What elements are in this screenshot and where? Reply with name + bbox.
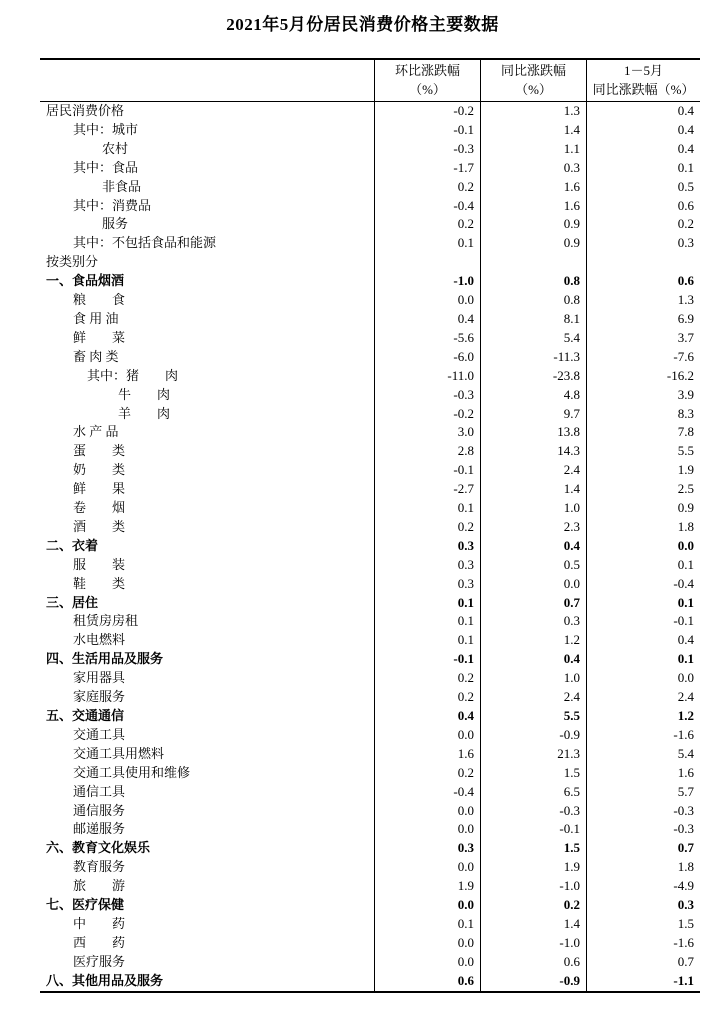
row-value: 0.3	[586, 234, 700, 253]
row-value: 1.3	[586, 291, 700, 310]
row-value: 0.1	[586, 650, 700, 669]
row-label: 牛 肉	[118, 386, 171, 402]
table-row	[40, 102, 700, 121]
table-row	[40, 896, 700, 915]
row-label: 交通工具用燃料	[73, 745, 165, 761]
table-row	[40, 178, 700, 197]
row-label: 水 产 品	[73, 424, 119, 440]
row-value: -0.2	[374, 405, 480, 424]
row-value: 9.7	[480, 405, 586, 424]
row-value: -0.1	[374, 650, 480, 669]
row-value: 1.8	[586, 858, 700, 877]
row-value: 0.4	[374, 707, 480, 726]
table-row	[40, 858, 700, 877]
row-value: 1.0	[480, 499, 586, 518]
row-value: 0.1	[586, 556, 700, 575]
table-row	[40, 783, 700, 802]
row-value: 0.1	[374, 612, 480, 631]
row-value: 2.5	[586, 480, 700, 499]
row-label: 四、生活用品及服务	[46, 651, 164, 667]
table-row	[40, 442, 700, 461]
row-value: 5.5	[586, 442, 700, 461]
cpi-table	[40, 58, 700, 993]
row-value	[480, 253, 586, 272]
row-value: -16.2	[586, 367, 700, 386]
row-value: -0.3	[374, 140, 480, 159]
row-label: 鞋 类	[73, 575, 126, 591]
row-label: 通信服务	[73, 802, 126, 818]
row-label: 鲜 菜	[73, 329, 126, 345]
header-mom-change	[374, 60, 480, 101]
row-value: 1.6	[586, 764, 700, 783]
row-value: 0.6	[480, 953, 586, 972]
row-value: -0.4	[374, 783, 480, 802]
row-label: 六、教育文化娱乐	[46, 840, 151, 856]
row-value: 5.4	[480, 329, 586, 348]
row-value: 1.3	[480, 102, 586, 121]
table-row	[40, 537, 700, 556]
row-value: 0.9	[480, 234, 586, 253]
row-value: 0.4	[586, 102, 700, 121]
row-value: 0.2	[586, 215, 700, 234]
row-value: 8.1	[480, 310, 586, 329]
row-label: 鲜 果	[73, 481, 126, 497]
header-mom-line1: 环比涨跌幅	[394, 62, 460, 78]
table-row	[40, 972, 700, 991]
row-label: 通信工具	[73, 783, 126, 799]
row-value: 0.9	[480, 215, 586, 234]
table-row	[40, 575, 700, 594]
row-label: 其中：消费品	[73, 197, 152, 213]
row-label: 水电燃料	[73, 632, 126, 648]
row-value: 1.9	[480, 858, 586, 877]
row-label: 邮递服务	[73, 821, 126, 837]
row-value: 2.4	[480, 688, 586, 707]
row-value: 1.4	[480, 915, 586, 934]
row-label: 家庭服务	[73, 689, 126, 705]
row-value: 0.2	[374, 178, 480, 197]
row-value: 0.0	[586, 537, 700, 556]
row-value: 0.4	[480, 537, 586, 556]
row-value: 5.5	[480, 707, 586, 726]
row-value: 0.9	[586, 499, 700, 518]
row-value: 0.0	[374, 858, 480, 877]
header-ytd-line2: 同比涨跌幅（%）	[592, 81, 695, 97]
row-label: 酒 类	[73, 518, 126, 534]
table-row	[40, 386, 700, 405]
table-row	[40, 121, 700, 140]
row-label: 交通工具	[73, 726, 126, 742]
row-value: 0.1	[374, 915, 480, 934]
row-label: 二、衣着	[46, 537, 99, 553]
row-value: -4.9	[586, 877, 700, 896]
row-value: 0.2	[374, 764, 480, 783]
row-value: -11.3	[480, 348, 586, 367]
row-label: 其中：不包括食品和能源	[73, 235, 217, 251]
row-value	[586, 253, 700, 272]
row-value: 0.6	[586, 272, 700, 291]
header-ytd-line1: 1－5月	[623, 62, 663, 78]
row-label: 五、交通通信	[46, 708, 125, 723]
page-title: 2021年5月份居民消费价格主要数据	[226, 15, 499, 34]
row-value: 1.5	[586, 915, 700, 934]
row-value: 0.0	[374, 291, 480, 310]
table-row	[40, 423, 700, 442]
row-value: -23.8	[480, 367, 586, 386]
row-value: 0.3	[586, 896, 700, 915]
row-value: 0.4	[374, 310, 480, 329]
row-label: 服 装	[73, 556, 126, 572]
row-value: 2.4	[480, 461, 586, 480]
row-value: -0.9	[480, 726, 586, 745]
table-header	[40, 60, 700, 102]
row-value: -0.3	[586, 820, 700, 839]
table-row	[40, 234, 700, 253]
row-label: 奶 类	[73, 462, 126, 478]
row-value: -5.6	[374, 329, 480, 348]
table-row	[40, 915, 700, 934]
row-value: 0.0	[374, 820, 480, 839]
row-value: 0.0	[374, 953, 480, 972]
row-label: 其中：猪 肉	[87, 367, 179, 383]
row-value: 3.7	[586, 329, 700, 348]
row-value: 1.8	[586, 518, 700, 537]
row-value: -0.1	[374, 121, 480, 140]
header-stub-cell	[40, 60, 374, 101]
row-value: 1.1	[480, 140, 586, 159]
row-label: 医疗服务	[73, 953, 126, 969]
row-value: -2.7	[374, 480, 480, 499]
header-mom-line2: （%）	[409, 81, 446, 97]
row-value: -0.3	[480, 802, 586, 821]
table-row	[40, 140, 700, 159]
row-value: 2.3	[480, 518, 586, 537]
row-label: 八、其他用品及服务	[46, 972, 164, 988]
table-row	[40, 159, 700, 178]
row-value: -1.7	[374, 159, 480, 178]
row-label: 其中：城市	[73, 121, 139, 137]
table-row	[40, 820, 700, 839]
row-label: 粮 食	[73, 292, 126, 308]
table-row	[40, 594, 700, 613]
table-row	[40, 367, 700, 386]
row-label: 卷 烟	[73, 500, 126, 516]
row-value: 1.6	[480, 178, 586, 197]
row-label: 教育服务	[73, 859, 126, 875]
table-row	[40, 348, 700, 367]
row-value: 0.0	[374, 934, 480, 953]
table-rows	[40, 102, 700, 991]
row-value: 0.8	[480, 272, 586, 291]
row-value: 1.6	[480, 197, 586, 216]
row-value: 3.9	[586, 386, 700, 405]
table-row	[40, 612, 700, 631]
row-value: 0.0	[480, 575, 586, 594]
table-row	[40, 291, 700, 310]
row-value: 1.9	[374, 877, 480, 896]
row-value: 0.1	[374, 499, 480, 518]
header-yoy-change	[480, 60, 586, 101]
row-value: 0.4	[586, 631, 700, 650]
row-label: 家用器具	[73, 670, 126, 686]
row-value: -6.0	[374, 348, 480, 367]
table-row	[40, 253, 700, 272]
row-value: 0.3	[374, 575, 480, 594]
row-label: 三、居住	[46, 594, 99, 610]
table-row	[40, 707, 700, 726]
row-value	[374, 253, 480, 272]
row-label: 西 药	[73, 934, 126, 950]
row-value: -0.2	[374, 102, 480, 121]
row-value: 1.4	[480, 480, 586, 499]
table-row	[40, 329, 700, 348]
table-row	[40, 272, 700, 291]
row-value: 0.0	[374, 726, 480, 745]
row-value: 13.8	[480, 423, 586, 442]
row-value: 0.4	[480, 650, 586, 669]
header-ytd-change	[586, 60, 700, 101]
table-row	[40, 745, 700, 764]
row-value: -0.4	[374, 197, 480, 216]
row-value: 1.6	[374, 745, 480, 764]
row-value: 0.4	[586, 121, 700, 140]
row-value: -7.6	[586, 348, 700, 367]
row-value: -1.0	[480, 934, 586, 953]
row-label: 按类别分	[46, 254, 99, 270]
row-value: 1.4	[480, 121, 586, 140]
table-row	[40, 310, 700, 329]
row-value: 0.2	[374, 688, 480, 707]
row-value: 0.1	[374, 594, 480, 613]
row-value: 1.5	[480, 839, 586, 858]
row-value: 0.8	[480, 291, 586, 310]
row-value: 0.1	[374, 631, 480, 650]
row-label: 交通工具使用和维修	[73, 764, 191, 780]
row-label: 服务	[102, 216, 129, 232]
row-value: 5.7	[586, 783, 700, 802]
row-label: 畜 肉 类	[73, 348, 119, 364]
row-label: 农村	[102, 140, 129, 156]
row-value: -0.1	[480, 820, 586, 839]
table-row	[40, 197, 700, 216]
row-value: 1.5	[480, 764, 586, 783]
table-row	[40, 953, 700, 972]
row-value: 8.3	[586, 405, 700, 424]
row-label: 中 药	[73, 915, 126, 931]
row-label: 蛋 类	[73, 443, 126, 459]
row-value: -0.3	[374, 386, 480, 405]
row-label: 旅 游	[73, 878, 126, 894]
table-row	[40, 839, 700, 858]
row-value: -0.4	[586, 575, 700, 594]
row-label: 居民消费价格	[46, 103, 125, 118]
table-row	[40, 405, 700, 424]
header-yoy-line1: 同比涨跌幅	[500, 62, 566, 78]
table-row	[40, 461, 700, 480]
row-value: 0.7	[586, 953, 700, 972]
table-row	[40, 499, 700, 518]
table-row	[40, 650, 700, 669]
table-row	[40, 934, 700, 953]
row-value: 2.8	[374, 442, 480, 461]
row-value: 0.3	[374, 839, 480, 858]
row-label: 其中：食品	[73, 159, 139, 175]
row-value: 14.3	[480, 442, 586, 461]
row-value: 6.9	[586, 310, 700, 329]
row-value: -1.0	[480, 877, 586, 896]
row-value: 0.0	[374, 896, 480, 915]
row-value: -11.0	[374, 367, 480, 386]
row-label: 租赁房房租	[73, 613, 139, 629]
row-value: 3.0	[374, 423, 480, 442]
table-row	[40, 215, 700, 234]
row-value: 1.2	[480, 631, 586, 650]
row-value: -0.1	[586, 612, 700, 631]
row-value: 0.1	[586, 594, 700, 613]
row-label: 七、医疗保健	[46, 897, 125, 913]
row-value: 0.7	[480, 594, 586, 613]
row-value: -0.9	[480, 972, 586, 991]
row-value: 0.3	[480, 612, 586, 631]
row-value: 5.4	[586, 745, 700, 764]
row-value: 0.2	[374, 215, 480, 234]
row-value: 0.3	[480, 159, 586, 178]
row-value: 0.2	[480, 896, 586, 915]
row-value: 0.5	[586, 178, 700, 197]
row-value: -1.6	[586, 726, 700, 745]
row-label: 羊 肉	[118, 405, 171, 421]
row-value: -1.6	[586, 934, 700, 953]
row-value: 0.5	[480, 556, 586, 575]
row-label: 食 用 油	[73, 310, 119, 326]
row-value: 6.5	[480, 783, 586, 802]
row-value: -0.1	[374, 461, 480, 480]
table-row	[40, 556, 700, 575]
row-value: 0.7	[586, 839, 700, 858]
table-row	[40, 726, 700, 745]
table-row	[40, 877, 700, 896]
row-value: 1.0	[480, 669, 586, 688]
row-value: 0.1	[586, 159, 700, 178]
table-row	[40, 669, 700, 688]
row-value: 0.3	[374, 537, 480, 556]
table-row	[40, 631, 700, 650]
row-value: 0.6	[586, 197, 700, 216]
row-value: 0.0	[374, 802, 480, 821]
row-value: 0.2	[374, 669, 480, 688]
row-value: -0.3	[586, 802, 700, 821]
row-value: 4.8	[480, 386, 586, 405]
row-value: 7.8	[586, 423, 700, 442]
table-row	[40, 480, 700, 499]
table-row	[40, 764, 700, 783]
table-row	[40, 518, 700, 537]
row-value: 0.4	[586, 140, 700, 159]
row-value: 0.1	[374, 234, 480, 253]
row-label: 一、食品烟酒	[46, 273, 125, 289]
row-label: 非食品	[102, 178, 142, 194]
row-value: 0.6	[374, 972, 480, 991]
row-value: 1.2	[586, 707, 700, 726]
row-value: 2.4	[586, 688, 700, 707]
row-value: 21.3	[480, 745, 586, 764]
table-row	[40, 688, 700, 707]
row-value: 0.2	[374, 518, 480, 537]
row-value: 1.9	[586, 461, 700, 480]
row-value: -1.1	[586, 972, 700, 991]
header-yoy-line2: （%）	[515, 81, 552, 97]
row-value: -1.0	[374, 272, 480, 291]
table-row	[40, 802, 700, 821]
row-value: 0.0	[586, 669, 700, 688]
row-value: 0.3	[374, 556, 480, 575]
